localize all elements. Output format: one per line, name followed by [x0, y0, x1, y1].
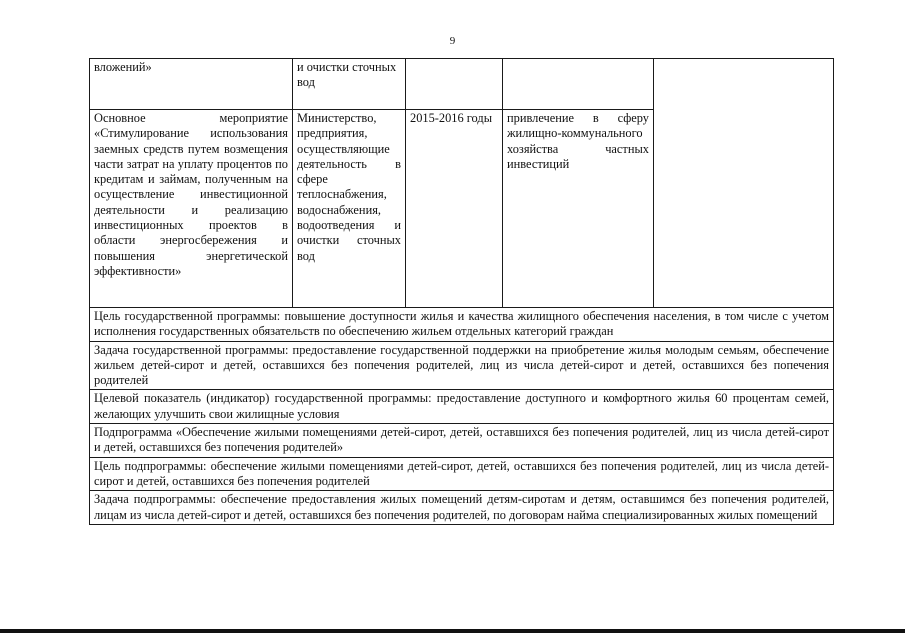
- cell-result: [503, 59, 654, 110]
- full-width-cell: [90, 424, 834, 458]
- cell-text: Министерство, предприятия, осуществляющие деятельность в сфере теплоснабжения, водоснабжения, водоотведения и очистки сточных вод: [297, 111, 401, 263]
- full-width-cell: [90, 390, 834, 424]
- full-width-cell: [90, 491, 834, 525]
- program-table: [89, 58, 834, 525]
- table-row-program-indicator: [90, 390, 834, 424]
- full-width-cell: [90, 308, 834, 342]
- table-row-subprogram-task: [90, 491, 834, 525]
- table-row-program-goal: [90, 308, 834, 342]
- cell-text: Целевой показатель (индикатор) государственной программы: предоставление доступного и комфортного жилья 60 процентам семей, желающих улучшить свои жилищные условия: [94, 391, 829, 421]
- cell-text: Цель подпрограммы: обеспечение жилыми помещениями детей-сирот, детей, оставшихся без попечения родителей, лиц из числа детей-сирот и детей, оставшихся без попечения родителей: [94, 458, 829, 488]
- cell-executor: [293, 59, 406, 110]
- cell-period: [406, 110, 503, 308]
- cell-text: Подпрограмма «Обеспечение жилыми помещениями детей-сирот, детей, оставшихся без попечения родителей, лиц из числа детей-сирот и детей, оставшихся без попечения родителей»: [94, 425, 829, 455]
- cell-text: привлечение в сферу жилищно-коммунального хозяйства частных инвестиций: [507, 111, 649, 171]
- cell-executor: [293, 110, 406, 308]
- cell-text: Задача государственной программы: предоставление государственной поддержки на приобретение жилья молодым семьям, обеспечение жильем детей-сирот и детей, оставшихся без попечения родителей, лиц из числа детей-сирот и детей, оставшихся без попечения родителей: [94, 342, 829, 388]
- full-width-cell: [90, 457, 834, 491]
- bottom-rule: [0, 629, 905, 633]
- cell-event-name: [90, 110, 293, 308]
- table-row-program-task: [90, 341, 834, 390]
- page-number: 9: [449, 35, 456, 47]
- cell-text: Задача подпрограммы: обеспечение предоставления жилых помещений детям-сиротам и детям, оставшимся без попечения родителей, лицам из числа детей-сирот и детей, оставшихся без попечения родителей, по договорам найма специализированных жилых помещений: [94, 492, 829, 522]
- cell-event-name: [90, 59, 293, 110]
- cell-text: Основное мероприятие «Стимулирование использования заемных средств путем возмещения части затрат на уплату процентов по кредитам и займам, полученным на осуществление инвестиционной деятельности и реализацию инвестиционных проектов в области энергосбережения и повышения энергетической эффективности»: [94, 111, 288, 278]
- table-row-subprogram: [90, 424, 834, 458]
- cell-period: [406, 59, 503, 110]
- table-row: [90, 59, 834, 110]
- cell-text: вложений»: [94, 60, 152, 74]
- cell-text: 2015-2016 годы: [410, 111, 493, 125]
- cell-result: [503, 110, 654, 308]
- table-row-subprogram-goal: [90, 457, 834, 491]
- cell-text: и очистки сточных вод: [297, 60, 397, 90]
- full-width-cell: [90, 341, 834, 390]
- cell-notes: [654, 59, 834, 308]
- cell-text: Цель государственной программы: повышение доступности жилья и качества жилищного обеспечения населения, в том числе с учетом исполнения государственных обязательств по обеспечению жильем отдельных категорий граждан: [94, 309, 829, 339]
